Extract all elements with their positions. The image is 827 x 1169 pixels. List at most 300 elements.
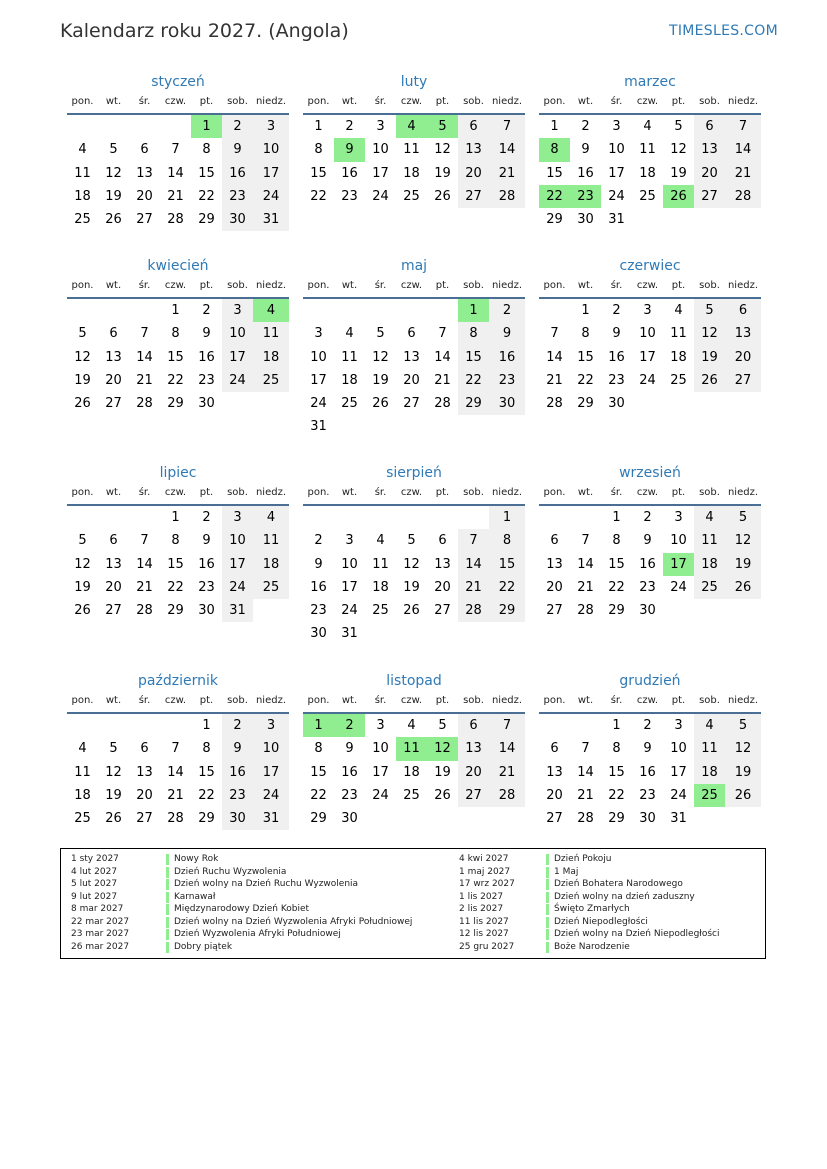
day-cell: 8 bbox=[202, 741, 211, 757]
day-cell: 18 bbox=[694, 553, 725, 576]
holiday-day-cell: 1 bbox=[458, 299, 489, 322]
legend-holiday-name: Dzień wolny na Dzień Niepodległości bbox=[554, 929, 720, 939]
day-cell: 6 bbox=[458, 115, 489, 138]
weekday-label: czw. bbox=[636, 487, 659, 498]
day-cell: 25 bbox=[253, 576, 289, 599]
day-cell: 16 bbox=[198, 556, 215, 572]
day-cell: 7 bbox=[489, 115, 525, 138]
empty-day-cell bbox=[67, 506, 98, 529]
weekday-label: sob. bbox=[227, 487, 248, 498]
day-cell: 10 bbox=[253, 138, 289, 161]
weekday-header bbox=[67, 277, 289, 299]
day-cell: 19 bbox=[434, 764, 451, 780]
empty-day-cell bbox=[160, 115, 191, 138]
day-cell: 3 bbox=[612, 119, 621, 134]
weekday-label: niedz. bbox=[727, 96, 759, 107]
day-cell: 13 bbox=[136, 764, 153, 780]
month-title: marzec bbox=[624, 74, 676, 90]
week-row bbox=[539, 208, 761, 231]
day-cell: 27 bbox=[546, 811, 563, 827]
day-cell: 4 bbox=[694, 714, 725, 737]
weekday-label: pt. bbox=[199, 280, 214, 291]
weekday-label: wt. bbox=[341, 487, 358, 498]
day-cell: 28 bbox=[434, 396, 451, 412]
empty-day-cell bbox=[725, 392, 761, 415]
day-cell: 26 bbox=[725, 576, 761, 599]
week-row bbox=[67, 761, 289, 784]
day-cell: 13 bbox=[458, 737, 489, 760]
day-cell: 8 bbox=[171, 533, 180, 549]
day-cell: 22 bbox=[198, 787, 215, 803]
day-cell: 28 bbox=[577, 603, 594, 619]
day-cell: 2 bbox=[643, 510, 652, 525]
day-cell: 8 bbox=[458, 322, 489, 345]
empty-day-cell bbox=[303, 299, 334, 322]
day-cell: 30 bbox=[639, 811, 656, 827]
day-cell: 7 bbox=[458, 529, 489, 552]
month-7 bbox=[67, 462, 289, 622]
day-cell: 1 bbox=[489, 506, 525, 529]
weekday-label: pon. bbox=[543, 695, 566, 706]
empty-day-cell bbox=[67, 115, 98, 138]
day-cell: 19 bbox=[74, 372, 91, 388]
day-cell: 22 bbox=[608, 787, 625, 803]
weekday-label: niedz. bbox=[255, 96, 287, 107]
weekday-header bbox=[303, 277, 525, 299]
day-cell: 25 bbox=[403, 188, 420, 204]
day-cell: 12 bbox=[670, 142, 687, 158]
legend-holiday-name: Dzień wolny na dzień zaduszny bbox=[554, 891, 695, 902]
empty-day-cell bbox=[334, 415, 365, 438]
holiday-day-cell: 12 bbox=[427, 737, 458, 760]
week-row bbox=[539, 346, 761, 369]
legend-date: 5 lut 2027 bbox=[71, 879, 118, 889]
weekday-header bbox=[303, 93, 525, 115]
weekday-label: czw. bbox=[164, 96, 187, 107]
day-cell: 14 bbox=[434, 349, 451, 365]
empty-day-cell bbox=[427, 622, 458, 645]
week-row bbox=[303, 576, 525, 599]
day-cell: 6 bbox=[550, 533, 559, 549]
month-title: sierpień bbox=[386, 465, 442, 481]
week-row bbox=[539, 138, 761, 161]
day-cell: 13 bbox=[546, 556, 563, 572]
day-cell: 13 bbox=[694, 138, 725, 161]
week-row bbox=[539, 807, 761, 830]
site-link[interactable]: TIMESLES.COM bbox=[669, 23, 778, 39]
empty-day-cell bbox=[570, 506, 601, 529]
legend-color-marker bbox=[166, 867, 169, 878]
week-row bbox=[303, 322, 525, 345]
day-cell: 30 bbox=[341, 811, 358, 827]
day-cell: 27 bbox=[136, 811, 153, 827]
day-cell: 7 bbox=[171, 741, 180, 757]
legend-date: 11 lis 2027 bbox=[459, 916, 509, 927]
day-cell: 21 bbox=[458, 576, 489, 599]
day-cell: 2 bbox=[222, 714, 253, 737]
day-cell: 8 bbox=[581, 326, 590, 342]
day-cell: 3 bbox=[253, 115, 289, 138]
day-cell: 6 bbox=[407, 326, 416, 342]
day-cell: 1 bbox=[550, 119, 559, 134]
day-cell: 22 bbox=[198, 188, 215, 204]
day-cell: 31 bbox=[670, 811, 687, 827]
week-row bbox=[539, 369, 761, 392]
day-cell: 18 bbox=[74, 188, 91, 204]
week-row bbox=[539, 392, 761, 415]
weekday-label: sob. bbox=[699, 280, 720, 291]
day-cell: 31 bbox=[253, 208, 289, 231]
day-cell: 29 bbox=[608, 811, 625, 827]
day-cell: 5 bbox=[674, 119, 683, 134]
weekday-label: sob. bbox=[227, 96, 248, 107]
holiday-day-cell: 1 bbox=[191, 115, 222, 138]
day-cell: 5 bbox=[376, 326, 385, 342]
day-cell: 23 bbox=[489, 369, 525, 392]
day-cell: 17 bbox=[341, 579, 358, 595]
day-cell: 22 bbox=[458, 369, 489, 392]
week-row bbox=[67, 322, 289, 345]
weekday-label: pon. bbox=[71, 695, 94, 706]
week-row bbox=[67, 737, 289, 760]
day-cell: 3 bbox=[643, 303, 652, 318]
weekday-label: pon. bbox=[543, 96, 566, 107]
month-title: listopad bbox=[386, 673, 442, 689]
day-cell: 12 bbox=[403, 556, 420, 572]
legend-color-marker bbox=[166, 854, 169, 865]
day-cell: 31 bbox=[310, 419, 327, 435]
weekday-label: pon. bbox=[307, 280, 330, 291]
empty-day-cell bbox=[427, 506, 458, 529]
day-cell: 9 bbox=[643, 533, 652, 549]
day-cell: 17 bbox=[253, 761, 289, 784]
day-cell: 22 bbox=[310, 188, 327, 204]
day-cell: 28 bbox=[167, 212, 184, 228]
day-cell: 14 bbox=[136, 349, 153, 365]
day-cell: 27 bbox=[694, 185, 725, 208]
empty-day-cell bbox=[160, 714, 191, 737]
weekday-label: śr. bbox=[374, 695, 387, 706]
empty-day-cell bbox=[458, 807, 489, 830]
day-cell: 18 bbox=[403, 764, 420, 780]
day-cell: 2 bbox=[612, 303, 621, 318]
legend-date: 1 maj 2027 bbox=[459, 866, 511, 877]
empty-day-cell bbox=[396, 506, 427, 529]
legend-holiday-name: Dzień Bohatera Narodowego bbox=[554, 879, 683, 889]
day-cell: 14 bbox=[136, 556, 153, 572]
legend-holiday-name: Dzień Wyzwolenia Afryki Południowej bbox=[174, 929, 341, 939]
week-row bbox=[539, 553, 761, 576]
legend-date: 12 lis 2027 bbox=[459, 929, 509, 939]
day-cell: 28 bbox=[577, 811, 594, 827]
holiday-day-cell: 9 bbox=[334, 138, 365, 161]
day-cell: 9 bbox=[612, 326, 621, 342]
day-cell: 24 bbox=[253, 784, 289, 807]
week-row bbox=[67, 299, 289, 322]
weekday-label: pon. bbox=[71, 487, 94, 498]
empty-day-cell bbox=[222, 392, 253, 415]
empty-day-cell bbox=[427, 415, 458, 438]
week-row bbox=[303, 138, 525, 161]
day-cell: 13 bbox=[458, 138, 489, 161]
empty-day-cell bbox=[303, 506, 334, 529]
day-cell: 3 bbox=[376, 119, 385, 134]
day-cell: 26 bbox=[105, 212, 122, 228]
weekday-label: niedz. bbox=[727, 695, 759, 706]
day-cell: 13 bbox=[105, 349, 122, 365]
week-row bbox=[303, 346, 525, 369]
weekday-header bbox=[303, 692, 525, 714]
week-row bbox=[539, 576, 761, 599]
day-cell: 19 bbox=[725, 761, 761, 784]
week-row bbox=[303, 162, 525, 185]
day-cell: 2 bbox=[202, 510, 211, 525]
empty-day-cell bbox=[539, 506, 570, 529]
empty-day-cell bbox=[334, 506, 365, 529]
day-cell: 24 bbox=[341, 603, 358, 619]
empty-day-cell bbox=[253, 599, 289, 622]
day-cell: 20 bbox=[546, 579, 563, 595]
day-cell: 1 bbox=[171, 303, 180, 318]
empty-day-cell bbox=[98, 115, 129, 138]
day-cell: 14 bbox=[489, 138, 525, 161]
day-cell: 10 bbox=[222, 529, 253, 552]
day-cell: 17 bbox=[372, 764, 389, 780]
day-cell: 20 bbox=[105, 372, 122, 388]
legend-holiday-name: Dobry piątek bbox=[174, 941, 233, 952]
day-cell: 24 bbox=[372, 787, 389, 803]
day-cell: 31 bbox=[341, 626, 358, 642]
day-cell: 15 bbox=[167, 349, 184, 365]
day-cell: 12 bbox=[372, 349, 389, 365]
day-cell: 16 bbox=[222, 162, 253, 185]
day-cell: 5 bbox=[694, 299, 725, 322]
day-cell: 5 bbox=[109, 142, 118, 158]
day-cell: 26 bbox=[434, 188, 451, 204]
weekday-label: pt. bbox=[671, 487, 686, 498]
day-cell: 6 bbox=[109, 533, 118, 549]
day-cell: 21 bbox=[577, 787, 594, 803]
legend-holiday-name: Boże Narodzenie bbox=[554, 941, 630, 952]
weekday-label: sob. bbox=[227, 280, 248, 291]
weekday-label: sob. bbox=[463, 280, 484, 291]
empty-day-cell bbox=[570, 714, 601, 737]
day-cell: 7 bbox=[550, 326, 559, 342]
day-cell: 11 bbox=[341, 349, 358, 365]
day-cell: 29 bbox=[198, 212, 215, 228]
day-cell: 22 bbox=[608, 579, 625, 595]
day-cell: 6 bbox=[550, 741, 559, 757]
day-cell: 11 bbox=[253, 529, 289, 552]
weekday-label: niedz. bbox=[255, 487, 287, 498]
weekday-label: wt. bbox=[105, 96, 122, 107]
month-1 bbox=[67, 71, 289, 231]
day-cell: 30 bbox=[489, 392, 525, 415]
day-cell: 25 bbox=[694, 576, 725, 599]
holiday-day-cell: 1 bbox=[303, 714, 334, 737]
day-cell: 19 bbox=[105, 188, 122, 204]
month-title: kwiecień bbox=[147, 258, 209, 274]
day-cell: 9 bbox=[314, 556, 323, 572]
day-cell: 6 bbox=[140, 142, 149, 158]
day-cell: 26 bbox=[694, 369, 725, 392]
day-cell: 9 bbox=[222, 138, 253, 161]
day-cell: 23 bbox=[310, 603, 327, 619]
day-cell: 24 bbox=[222, 576, 253, 599]
day-cell: 30 bbox=[198, 603, 215, 619]
day-cell: 20 bbox=[403, 372, 420, 388]
day-cell: 25 bbox=[253, 369, 289, 392]
empty-day-cell bbox=[253, 392, 289, 415]
day-cell: 25 bbox=[74, 811, 91, 827]
day-cell: 22 bbox=[167, 372, 184, 388]
day-cell: 6 bbox=[109, 326, 118, 342]
month-title: luty bbox=[400, 74, 428, 90]
day-cell: 3 bbox=[314, 326, 323, 342]
weekday-label: śr. bbox=[138, 280, 151, 291]
day-cell: 12 bbox=[74, 556, 91, 572]
legend-date: 22 mar 2027 bbox=[71, 916, 130, 927]
empty-day-cell bbox=[539, 299, 570, 322]
day-cell: 24 bbox=[670, 787, 687, 803]
day-cell: 7 bbox=[438, 326, 447, 342]
day-cell: 29 bbox=[310, 811, 327, 827]
empty-day-cell bbox=[663, 392, 694, 415]
day-cell: 6 bbox=[725, 299, 761, 322]
empty-day-cell bbox=[632, 392, 663, 415]
day-cell: 20 bbox=[136, 188, 153, 204]
day-cell: 26 bbox=[74, 396, 91, 412]
day-cell: 25 bbox=[403, 787, 420, 803]
day-cell: 7 bbox=[140, 326, 149, 342]
day-cell: 9 bbox=[222, 737, 253, 760]
day-cell: 12 bbox=[105, 764, 122, 780]
day-cell: 14 bbox=[577, 556, 594, 572]
empty-day-cell bbox=[396, 299, 427, 322]
day-cell: 10 bbox=[372, 741, 389, 757]
weekday-label: pt. bbox=[435, 487, 450, 498]
weekday-label: sob. bbox=[699, 487, 720, 498]
weekday-label: sob. bbox=[463, 487, 484, 498]
empty-day-cell bbox=[365, 506, 396, 529]
weekday-label: pt. bbox=[199, 96, 214, 107]
week-row bbox=[303, 115, 525, 138]
day-cell: 27 bbox=[403, 396, 420, 412]
week-row bbox=[67, 185, 289, 208]
day-cell: 18 bbox=[694, 761, 725, 784]
day-cell: 6 bbox=[140, 741, 149, 757]
week-row bbox=[303, 807, 525, 830]
empty-day-cell bbox=[694, 807, 725, 830]
day-cell: 26 bbox=[105, 811, 122, 827]
week-row bbox=[303, 415, 525, 438]
weekday-label: wt. bbox=[577, 695, 594, 706]
day-cell: 21 bbox=[489, 162, 525, 185]
legend-color-marker bbox=[166, 879, 169, 890]
day-cell: 24 bbox=[222, 369, 253, 392]
day-cell: 21 bbox=[577, 579, 594, 595]
day-cell: 10 bbox=[253, 737, 289, 760]
empty-day-cell bbox=[98, 506, 129, 529]
legend-holiday-name: Karnawał bbox=[174, 891, 216, 902]
day-cell: 5 bbox=[725, 506, 761, 529]
day-cell: 25 bbox=[341, 396, 358, 412]
day-cell: 6 bbox=[438, 533, 447, 549]
month-title: maj bbox=[400, 258, 428, 274]
day-cell: 17 bbox=[670, 764, 687, 780]
weekday-label: sob. bbox=[463, 695, 484, 706]
empty-day-cell bbox=[539, 714, 570, 737]
empty-day-cell bbox=[458, 506, 489, 529]
day-cell: 10 bbox=[310, 349, 327, 365]
empty-day-cell bbox=[663, 599, 694, 622]
legend-color-marker bbox=[546, 929, 549, 940]
weekday-label: czw. bbox=[400, 96, 423, 107]
day-cell: 6 bbox=[694, 115, 725, 138]
day-cell: 29 bbox=[546, 212, 563, 228]
weekday-label: śr. bbox=[610, 695, 623, 706]
legend-date: 1 lis 2027 bbox=[459, 891, 504, 902]
legend-date: 26 mar 2027 bbox=[71, 941, 130, 952]
day-cell: 8 bbox=[612, 741, 621, 757]
day-cell: 11 bbox=[372, 556, 389, 572]
weekday-label: czw. bbox=[636, 695, 659, 706]
day-cell: 7 bbox=[171, 142, 180, 158]
day-cell: 18 bbox=[341, 372, 358, 388]
day-cell: 14 bbox=[167, 764, 184, 780]
week-row bbox=[303, 299, 525, 322]
day-cell: 15 bbox=[458, 346, 489, 369]
day-cell: 7 bbox=[140, 533, 149, 549]
holiday-legend bbox=[60, 848, 766, 959]
day-cell: 15 bbox=[167, 556, 184, 572]
day-cell: 4 bbox=[345, 326, 354, 342]
empty-day-cell bbox=[365, 807, 396, 830]
legend-date: 23 mar 2027 bbox=[71, 929, 130, 939]
day-cell: 1 bbox=[612, 718, 621, 733]
weekday-label: czw. bbox=[400, 280, 423, 291]
day-cell: 19 bbox=[74, 579, 91, 595]
weekday-label: niedz. bbox=[491, 487, 523, 498]
empty-day-cell bbox=[98, 714, 129, 737]
page-title: Kalendarz roku 2027. (Angola) bbox=[60, 20, 349, 42]
empty-day-cell bbox=[632, 208, 663, 231]
day-cell: 4 bbox=[674, 303, 683, 318]
empty-day-cell bbox=[725, 807, 761, 830]
week-row bbox=[303, 369, 525, 392]
weekday-label: pon. bbox=[307, 487, 330, 498]
day-cell: 30 bbox=[222, 807, 253, 830]
weekday-label: śr. bbox=[374, 487, 387, 498]
week-row bbox=[303, 506, 525, 529]
day-cell: 25 bbox=[372, 603, 389, 619]
day-cell: 12 bbox=[74, 349, 91, 365]
weekday-label: śr. bbox=[610, 280, 623, 291]
holiday-day-cell: 4 bbox=[396, 115, 427, 138]
day-cell: 1 bbox=[202, 718, 211, 733]
day-cell: 8 bbox=[612, 533, 621, 549]
day-cell: 28 bbox=[489, 784, 525, 807]
day-cell: 4 bbox=[694, 506, 725, 529]
day-cell: 10 bbox=[608, 142, 625, 158]
day-cell: 20 bbox=[105, 579, 122, 595]
day-cell: 27 bbox=[105, 396, 122, 412]
legend-date: 17 wrz 2027 bbox=[459, 879, 515, 889]
empty-day-cell bbox=[396, 415, 427, 438]
day-cell: 27 bbox=[725, 369, 761, 392]
day-cell: 29 bbox=[198, 811, 215, 827]
weekday-label: wt. bbox=[577, 96, 594, 107]
